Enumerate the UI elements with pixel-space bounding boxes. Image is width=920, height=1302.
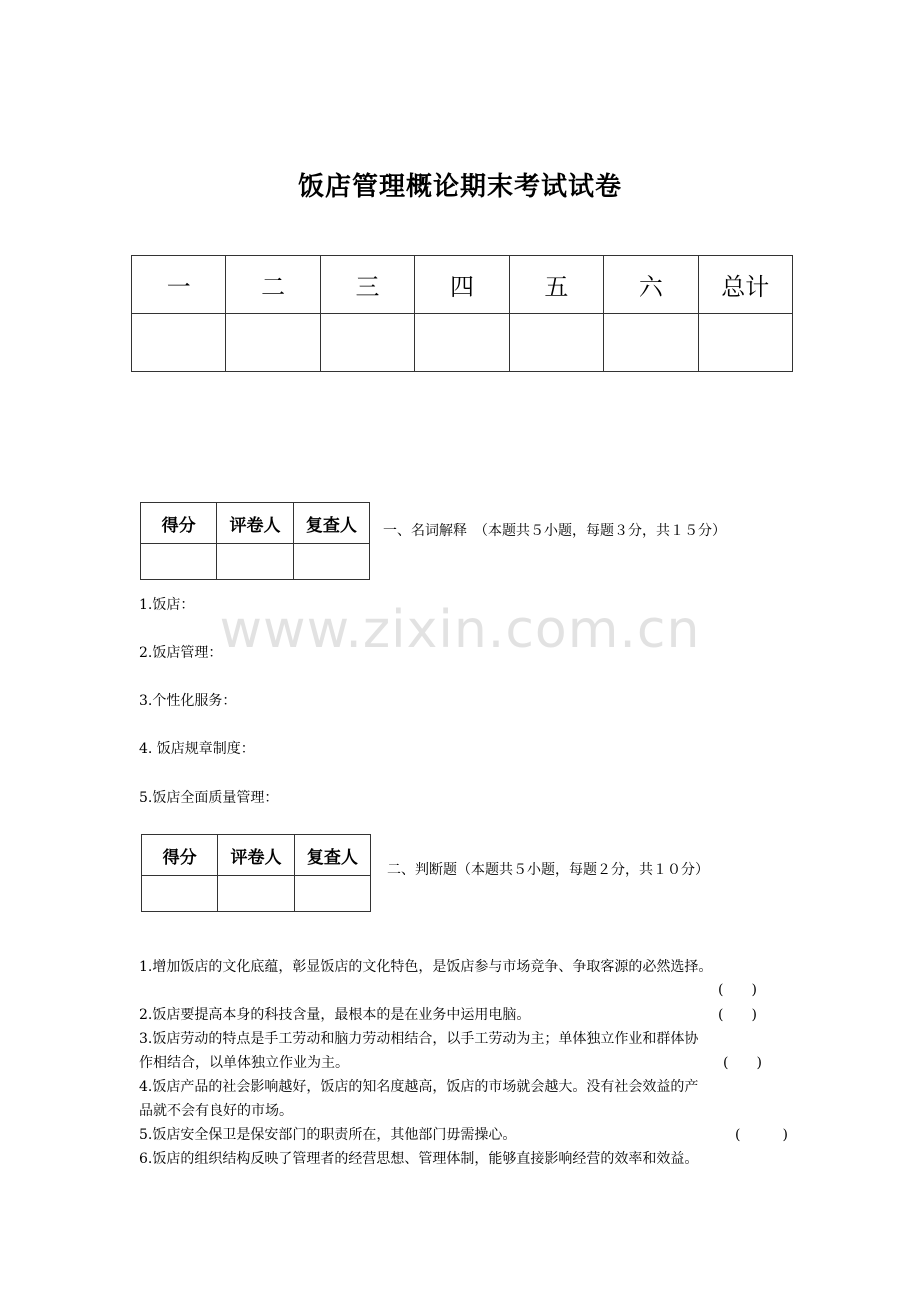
score-header-cell: 一 <box>132 256 226 314</box>
score-header-cell: 五 <box>509 256 603 314</box>
section2-heading: 二、判断题（本题共５小题，每题２分，共１０分） <box>387 862 709 878</box>
judgment-line: 6.饭店的组织结构反映了管理者的经营思想、管理体制，能够直接影响经营的效率和效益。 <box>139 1151 699 1167</box>
term-item: 1.饭店： <box>139 597 195 613</box>
score-entry-cell[interactable] <box>698 314 792 372</box>
answer-blank[interactable]: ( ) <box>718 982 757 998</box>
judgment-line: 5.饭店安全保卫是保安部门的职责所在，其他部门毋需操心。 <box>139 1127 517 1143</box>
grader-entry-cell[interactable] <box>141 544 217 580</box>
grader-entry-cell[interactable] <box>142 876 218 912</box>
answer-blank[interactable]: ( ) <box>735 1127 788 1143</box>
score-header-cell: 四 <box>415 256 509 314</box>
score-entry-cell[interactable] <box>226 314 320 372</box>
judgment-line: 3.饭店劳动的特点是手工劳动和脑力劳动相结合，以手工劳动为主；单体独立作业和群体协 <box>139 1031 699 1047</box>
answer-blank[interactable]: ( ) <box>723 1055 762 1071</box>
grader-entry-cell[interactable] <box>217 544 293 580</box>
score-entry-cell[interactable] <box>320 314 414 372</box>
grader-entry-cell[interactable] <box>294 876 370 912</box>
term-item: 3.个性化服务： <box>139 693 237 709</box>
grader-entry-cell[interactable] <box>218 876 294 912</box>
judgment-line: 1.增加饭店的文化底蕴，彰显饭店的文化特色，是饭店参与市场竞争、争取客源的必然选择。 <box>139 959 713 975</box>
section1-heading: 一、名词解释 （本题共５小题，每题３分，共１５分） <box>383 523 726 539</box>
judgment-line: 作相结合，以单体独立作业为主。 <box>139 1055 349 1071</box>
grader-header-cell: 复查人 <box>294 835 370 876</box>
score-entry-cell[interactable] <box>509 314 603 372</box>
grader-table-section2 <box>141 834 371 912</box>
grader-header-cell: 评卷人 <box>218 835 294 876</box>
judgment-line: 品就不会有良好的市场。 <box>139 1103 293 1119</box>
watermark: www.zixin.com.cn <box>219 600 701 660</box>
score-header-cell: 二 <box>226 256 320 314</box>
judgment-line: 4.饭店产品的社会影响越好，饭店的知名度越高，饭店的市场就会越大。没有社会效益的产 <box>139 1079 699 1095</box>
score-header-cell: 三 <box>320 256 414 314</box>
grader-header-cell: 评卷人 <box>217 503 293 544</box>
term-item: 2.饭店管理： <box>139 645 223 661</box>
score-entry-cell[interactable] <box>415 314 509 372</box>
term-item: 5.饭店全面质量管理： <box>139 790 279 806</box>
term-item: 4. 饭店规章制度： <box>139 741 255 757</box>
score-header-cell: 总计 <box>698 256 792 314</box>
grader-header-cell: 复查人 <box>293 503 369 544</box>
grader-entry-cell[interactable] <box>293 544 369 580</box>
score-header-cell: 六 <box>604 256 698 314</box>
score-summary-table <box>131 255 793 372</box>
answer-blank[interactable]: ( ) <box>718 1007 757 1023</box>
score-entry-cell[interactable] <box>132 314 226 372</box>
score-entry-cell[interactable] <box>604 314 698 372</box>
grader-header-cell: 得分 <box>141 503 217 544</box>
grader-header-cell: 得分 <box>142 835 218 876</box>
exam-title: 饭店管理概论期末考试试卷 <box>297 172 622 202</box>
grader-table-section1 <box>140 502 370 580</box>
judgment-line: 2.饭店要提高本身的科技含量，最根本的是在业务中运用电脑。 <box>139 1007 531 1023</box>
